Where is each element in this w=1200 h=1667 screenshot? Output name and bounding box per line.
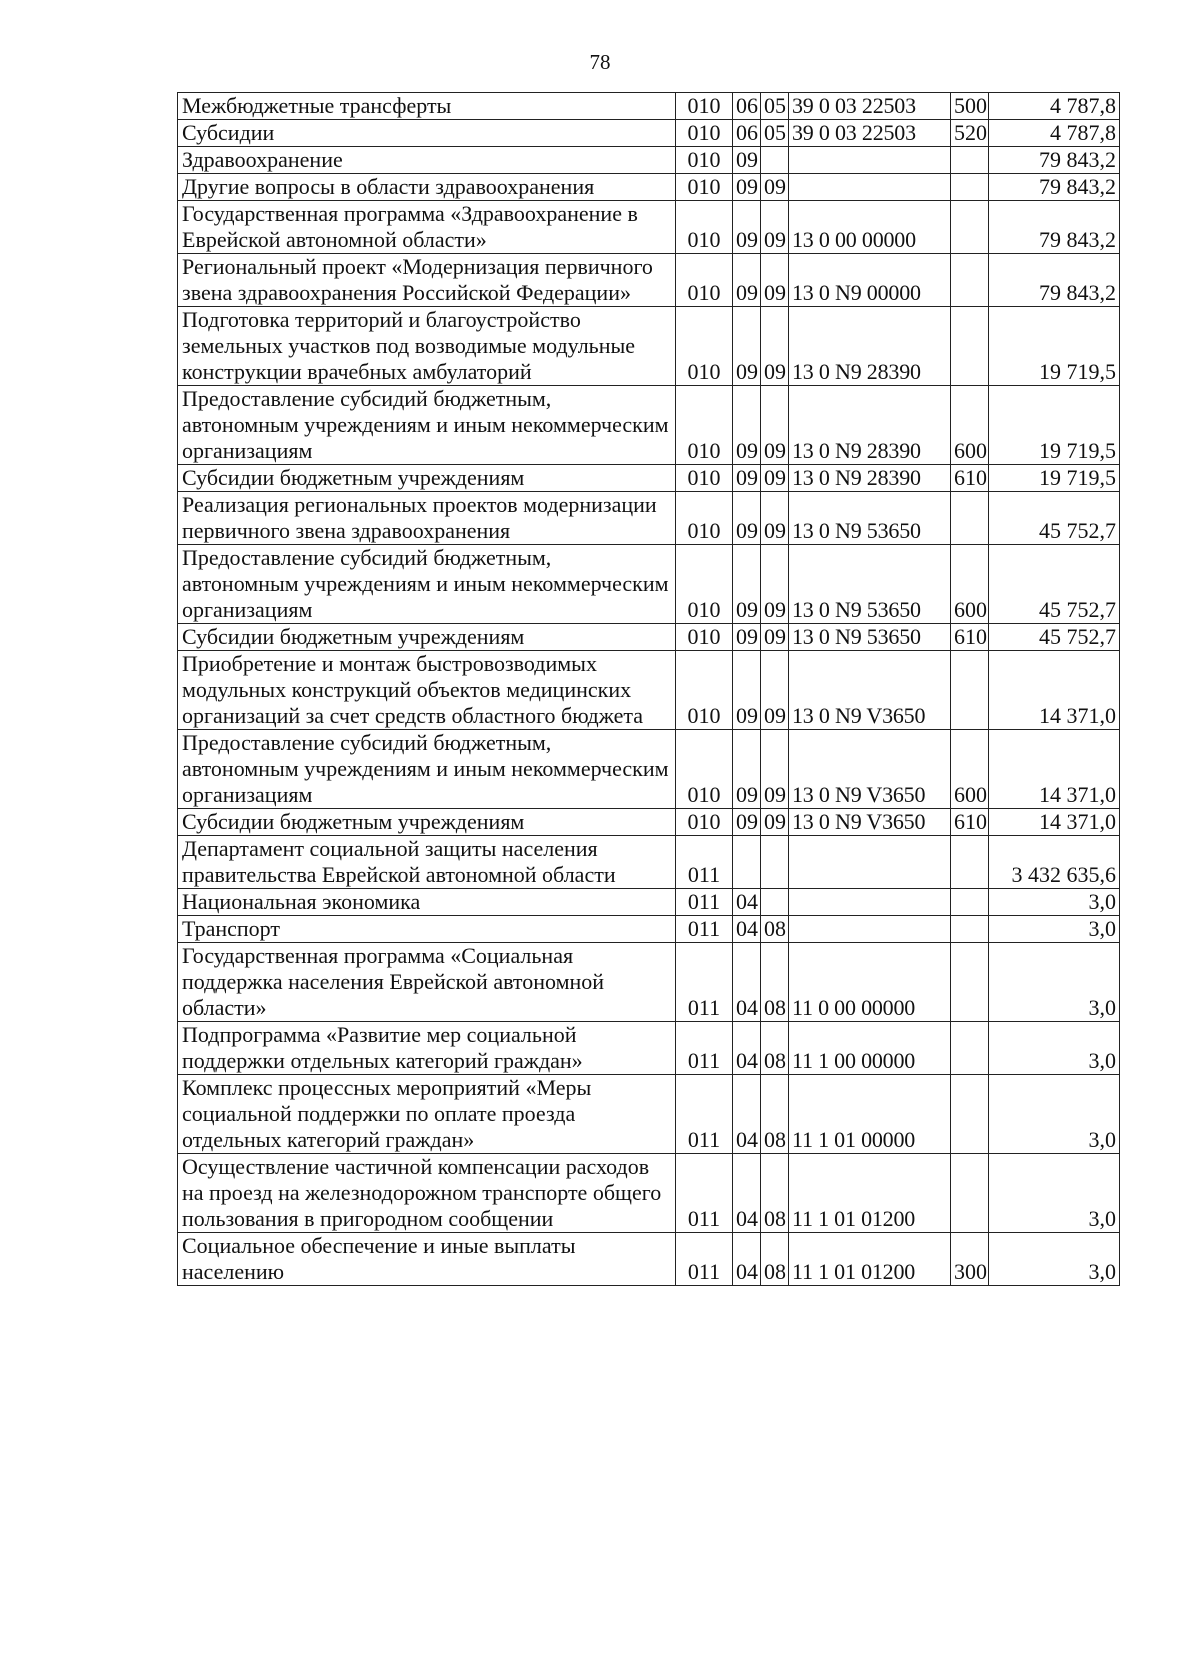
amount-cell: 45 752,7 bbox=[989, 624, 1120, 651]
section-code-cell: 09 bbox=[733, 809, 761, 836]
ministry-code-cell: 011 bbox=[676, 916, 733, 943]
expense-type-cell bbox=[951, 201, 989, 254]
ministry-code-cell: 011 bbox=[676, 1154, 733, 1233]
table-row bbox=[178, 386, 1120, 465]
table-row bbox=[178, 943, 1120, 1022]
target-article-cell: 13 0 N9 53650 bbox=[789, 624, 951, 651]
subsection-code-cell: 09 bbox=[761, 386, 789, 465]
table-row bbox=[178, 730, 1120, 809]
amount-cell: 3,0 bbox=[989, 1022, 1120, 1075]
section-code-cell: 09 bbox=[733, 465, 761, 492]
amount-cell: 4 787,8 bbox=[989, 93, 1120, 120]
section-code-cell: 04 bbox=[733, 943, 761, 1022]
target-article-cell: 11 1 01 01200 bbox=[789, 1154, 951, 1233]
target-article-cell bbox=[789, 147, 951, 174]
subsection-code-cell: 05 bbox=[761, 120, 789, 147]
expense-type-cell bbox=[951, 147, 989, 174]
subsection-code-cell: 09 bbox=[761, 465, 789, 492]
row-name-cell: Приобретение и монтаж быстровозводимых модульных конструкций объектов медицинских организаций за счет средств областного бюджета bbox=[178, 651, 676, 730]
ministry-code-cell: 010 bbox=[676, 174, 733, 201]
ministry-code-cell: 010 bbox=[676, 386, 733, 465]
expense-type-cell: 600 bbox=[951, 386, 989, 465]
expense-type-cell bbox=[951, 254, 989, 307]
ministry-code-cell: 010 bbox=[676, 147, 733, 174]
expense-type-cell: 520 bbox=[951, 120, 989, 147]
amount-cell: 4 787,8 bbox=[989, 120, 1120, 147]
target-article-cell: 11 0 00 00000 bbox=[789, 943, 951, 1022]
ministry-code-cell: 010 bbox=[676, 545, 733, 624]
subsection-code-cell: 08 bbox=[761, 916, 789, 943]
table-row bbox=[178, 1154, 1120, 1233]
target-article-cell: 13 0 N9 28390 bbox=[789, 307, 951, 386]
expense-type-cell bbox=[951, 916, 989, 943]
ministry-code-cell: 011 bbox=[676, 836, 733, 889]
expense-type-cell: 300 bbox=[951, 1233, 989, 1286]
ministry-code-cell: 010 bbox=[676, 730, 733, 809]
section-code-cell: 09 bbox=[733, 147, 761, 174]
amount-cell: 14 371,0 bbox=[989, 730, 1120, 809]
row-name-cell: Транспорт bbox=[178, 916, 676, 943]
table-row bbox=[178, 254, 1120, 307]
subsection-code-cell: 09 bbox=[761, 201, 789, 254]
table-row bbox=[178, 1233, 1120, 1286]
expense-type-cell bbox=[951, 1154, 989, 1233]
amount-cell: 79 843,2 bbox=[989, 254, 1120, 307]
table-row bbox=[178, 916, 1120, 943]
expense-type-cell bbox=[951, 836, 989, 889]
row-name-cell: Межбюджетные трансферты bbox=[178, 93, 676, 120]
expense-type-cell bbox=[951, 1075, 989, 1154]
amount-cell: 3,0 bbox=[989, 1154, 1120, 1233]
section-code-cell: 04 bbox=[733, 1022, 761, 1075]
row-name-cell: Субсидии bbox=[178, 120, 676, 147]
row-name-cell: Региональный проект «Модернизация первичного звена здравоохранения Российской Федерации» bbox=[178, 254, 676, 307]
section-code-cell: 09 bbox=[733, 201, 761, 254]
table-row bbox=[178, 624, 1120, 651]
ministry-code-cell: 010 bbox=[676, 254, 733, 307]
table-row bbox=[178, 545, 1120, 624]
section-code-cell: 09 bbox=[733, 254, 761, 307]
amount-cell: 3,0 bbox=[989, 916, 1120, 943]
row-name-cell: Субсидии бюджетным учреждениям bbox=[178, 624, 676, 651]
row-name-cell: Департамент социальной защиты населения правительства Еврейской автономной области bbox=[178, 836, 676, 889]
row-name-cell: Осуществление частичной компенсации расходов на проезд на железнодорожном транспорте общего пользования в пригородном сообщении bbox=[178, 1154, 676, 1233]
table-row bbox=[178, 651, 1120, 730]
row-name-cell: Субсидии бюджетным учреждениям bbox=[178, 809, 676, 836]
ministry-code-cell: 011 bbox=[676, 943, 733, 1022]
subsection-code-cell bbox=[761, 889, 789, 916]
row-name-cell: Подготовка территорий и благоустройство земельных участков под возводимые модульные конструкции врачебных амбулаторий bbox=[178, 307, 676, 386]
amount-cell: 3,0 bbox=[989, 1075, 1120, 1154]
target-article-cell: 13 0 N9 53650 bbox=[789, 545, 951, 624]
target-article-cell: 11 1 00 00000 bbox=[789, 1022, 951, 1075]
expense-type-cell: 610 bbox=[951, 465, 989, 492]
subsection-code-cell: 08 bbox=[761, 943, 789, 1022]
amount-cell: 3 432 635,6 bbox=[989, 836, 1120, 889]
ministry-code-cell: 010 bbox=[676, 201, 733, 254]
section-code-cell: 09 bbox=[733, 624, 761, 651]
expense-type-cell: 600 bbox=[951, 545, 989, 624]
ministry-code-cell: 011 bbox=[676, 1233, 733, 1286]
ministry-code-cell: 010 bbox=[676, 651, 733, 730]
section-code-cell: 04 bbox=[733, 916, 761, 943]
section-code-cell: 09 bbox=[733, 492, 761, 545]
target-article-cell: 13 0 N9 28390 bbox=[789, 465, 951, 492]
section-code-cell: 04 bbox=[733, 1075, 761, 1154]
section-code-cell: 04 bbox=[733, 889, 761, 916]
row-name-cell: Реализация региональных проектов модернизации первичного звена здравоохранения bbox=[178, 492, 676, 545]
row-name-cell: Государственная программа «Социальная поддержка населения Еврейской автономной области» bbox=[178, 943, 676, 1022]
ministry-code-cell: 010 bbox=[676, 307, 733, 386]
expense-type-cell bbox=[951, 492, 989, 545]
row-name-cell: Комплекс процессных мероприятий «Меры социальной поддержки по оплате проезда отдельных категорий граждан» bbox=[178, 1075, 676, 1154]
target-article-cell: 13 0 N9 V3650 bbox=[789, 651, 951, 730]
ministry-code-cell: 010 bbox=[676, 465, 733, 492]
amount-cell: 19 719,5 bbox=[989, 307, 1120, 386]
section-code-cell: 09 bbox=[733, 730, 761, 809]
table-row bbox=[178, 809, 1120, 836]
amount-cell: 79 843,2 bbox=[989, 174, 1120, 201]
ministry-code-cell: 011 bbox=[676, 1022, 733, 1075]
section-code-cell: 09 bbox=[733, 386, 761, 465]
section-code-cell bbox=[733, 836, 761, 889]
target-article-cell: 13 0 00 00000 bbox=[789, 201, 951, 254]
subsection-code-cell: 09 bbox=[761, 809, 789, 836]
amount-cell: 3,0 bbox=[989, 889, 1120, 916]
target-article-cell: 11 1 01 01200 bbox=[789, 1233, 951, 1286]
amount-cell: 14 371,0 bbox=[989, 809, 1120, 836]
section-code-cell: 06 bbox=[733, 93, 761, 120]
target-article-cell: 13 0 N9 28390 bbox=[789, 386, 951, 465]
section-code-cell: 09 bbox=[733, 651, 761, 730]
row-name-cell: Государственная программа «Здравоохранение в Еврейской автономной области» bbox=[178, 201, 676, 254]
expense-type-cell: 610 bbox=[951, 624, 989, 651]
table-row bbox=[178, 836, 1120, 889]
row-name-cell: Предоставление субсидий бюджетным, автономным учреждениям и иным некоммерческим организациям bbox=[178, 386, 676, 465]
table-row bbox=[178, 465, 1120, 492]
target-article-cell: 39 0 03 22503 bbox=[789, 120, 951, 147]
target-article-cell: 13 0 N9 V3650 bbox=[789, 809, 951, 836]
target-article-cell bbox=[789, 889, 951, 916]
row-name-cell: Подпрограмма «Развитие мер социальной поддержки отдельных категорий граждан» bbox=[178, 1022, 676, 1075]
table-row bbox=[178, 174, 1120, 201]
subsection-code-cell: 08 bbox=[761, 1022, 789, 1075]
row-name-cell: Здравоохранение bbox=[178, 147, 676, 174]
table-row bbox=[178, 93, 1120, 120]
subsection-code-cell: 09 bbox=[761, 730, 789, 809]
target-article-cell: 13 0 N9 00000 bbox=[789, 254, 951, 307]
target-article-cell: 39 0 03 22503 bbox=[789, 93, 951, 120]
amount-cell: 19 719,5 bbox=[989, 465, 1120, 492]
table-row bbox=[178, 201, 1120, 254]
expense-type-cell: 500 bbox=[951, 93, 989, 120]
section-code-cell: 04 bbox=[733, 1233, 761, 1286]
subsection-code-cell bbox=[761, 836, 789, 889]
table-row bbox=[178, 120, 1120, 147]
ministry-code-cell: 010 bbox=[676, 492, 733, 545]
target-article-cell: 13 0 N9 V3650 bbox=[789, 730, 951, 809]
amount-cell: 19 719,5 bbox=[989, 386, 1120, 465]
row-name-cell: Другие вопросы в области здравоохранения bbox=[178, 174, 676, 201]
row-name-cell: Предоставление субсидий бюджетным, автономным учреждениям и иным некоммерческим организациям bbox=[178, 730, 676, 809]
table-row bbox=[178, 492, 1120, 545]
table-row bbox=[178, 889, 1120, 916]
section-code-cell: 09 bbox=[733, 174, 761, 201]
ministry-code-cell: 010 bbox=[676, 93, 733, 120]
table-row bbox=[178, 307, 1120, 386]
table-row bbox=[178, 147, 1120, 174]
section-code-cell: 09 bbox=[733, 307, 761, 386]
subsection-code-cell bbox=[761, 147, 789, 174]
amount-cell: 79 843,2 bbox=[989, 147, 1120, 174]
ministry-code-cell: 010 bbox=[676, 120, 733, 147]
expense-type-cell bbox=[951, 651, 989, 730]
expense-type-cell bbox=[951, 1022, 989, 1075]
subsection-code-cell: 08 bbox=[761, 1154, 789, 1233]
amount-cell: 79 843,2 bbox=[989, 201, 1120, 254]
subsection-code-cell: 09 bbox=[761, 492, 789, 545]
target-article-cell bbox=[789, 916, 951, 943]
expense-type-cell bbox=[951, 889, 989, 916]
section-code-cell: 09 bbox=[733, 545, 761, 624]
target-article-cell bbox=[789, 836, 951, 889]
ministry-code-cell: 010 bbox=[676, 809, 733, 836]
subsection-code-cell: 09 bbox=[761, 307, 789, 386]
expense-type-cell bbox=[951, 307, 989, 386]
table-row bbox=[178, 1075, 1120, 1154]
target-article-cell bbox=[789, 174, 951, 201]
section-code-cell: 06 bbox=[733, 120, 761, 147]
target-article-cell: 11 1 01 00000 bbox=[789, 1075, 951, 1154]
subsection-code-cell: 08 bbox=[761, 1233, 789, 1286]
amount-cell: 45 752,7 bbox=[989, 492, 1120, 545]
subsection-code-cell: 08 bbox=[761, 1075, 789, 1154]
subsection-code-cell: 09 bbox=[761, 624, 789, 651]
budget-table bbox=[177, 92, 1120, 1286]
page-number: 78 bbox=[589, 50, 611, 74]
row-name-cell: Социальное обеспечение и иные выплаты населению bbox=[178, 1233, 676, 1286]
subsection-code-cell: 09 bbox=[761, 651, 789, 730]
subsection-code-cell: 05 bbox=[761, 93, 789, 120]
row-name-cell: Национальная экономика bbox=[178, 889, 676, 916]
table-row bbox=[178, 1022, 1120, 1075]
row-name-cell: Предоставление субсидий бюджетным, автономным учреждениям и иным некоммерческим организациям bbox=[178, 545, 676, 624]
amount-cell: 14 371,0 bbox=[989, 651, 1120, 730]
target-article-cell: 13 0 N9 53650 bbox=[789, 492, 951, 545]
table-body bbox=[178, 93, 1120, 1286]
ministry-code-cell: 011 bbox=[676, 889, 733, 916]
expense-type-cell: 610 bbox=[951, 809, 989, 836]
amount-cell: 3,0 bbox=[989, 1233, 1120, 1286]
ministry-code-cell: 011 bbox=[676, 1075, 733, 1154]
amount-cell: 45 752,7 bbox=[989, 545, 1120, 624]
subsection-code-cell: 09 bbox=[761, 174, 789, 201]
subsection-code-cell: 09 bbox=[761, 545, 789, 624]
expense-type-cell bbox=[951, 943, 989, 1022]
expense-type-cell: 600 bbox=[951, 730, 989, 809]
ministry-code-cell: 010 bbox=[676, 624, 733, 651]
amount-cell: 3,0 bbox=[989, 943, 1120, 1022]
section-code-cell: 04 bbox=[733, 1154, 761, 1233]
row-name-cell: Субсидии бюджетным учреждениям bbox=[178, 465, 676, 492]
subsection-code-cell: 09 bbox=[761, 254, 789, 307]
expense-type-cell bbox=[951, 174, 989, 201]
